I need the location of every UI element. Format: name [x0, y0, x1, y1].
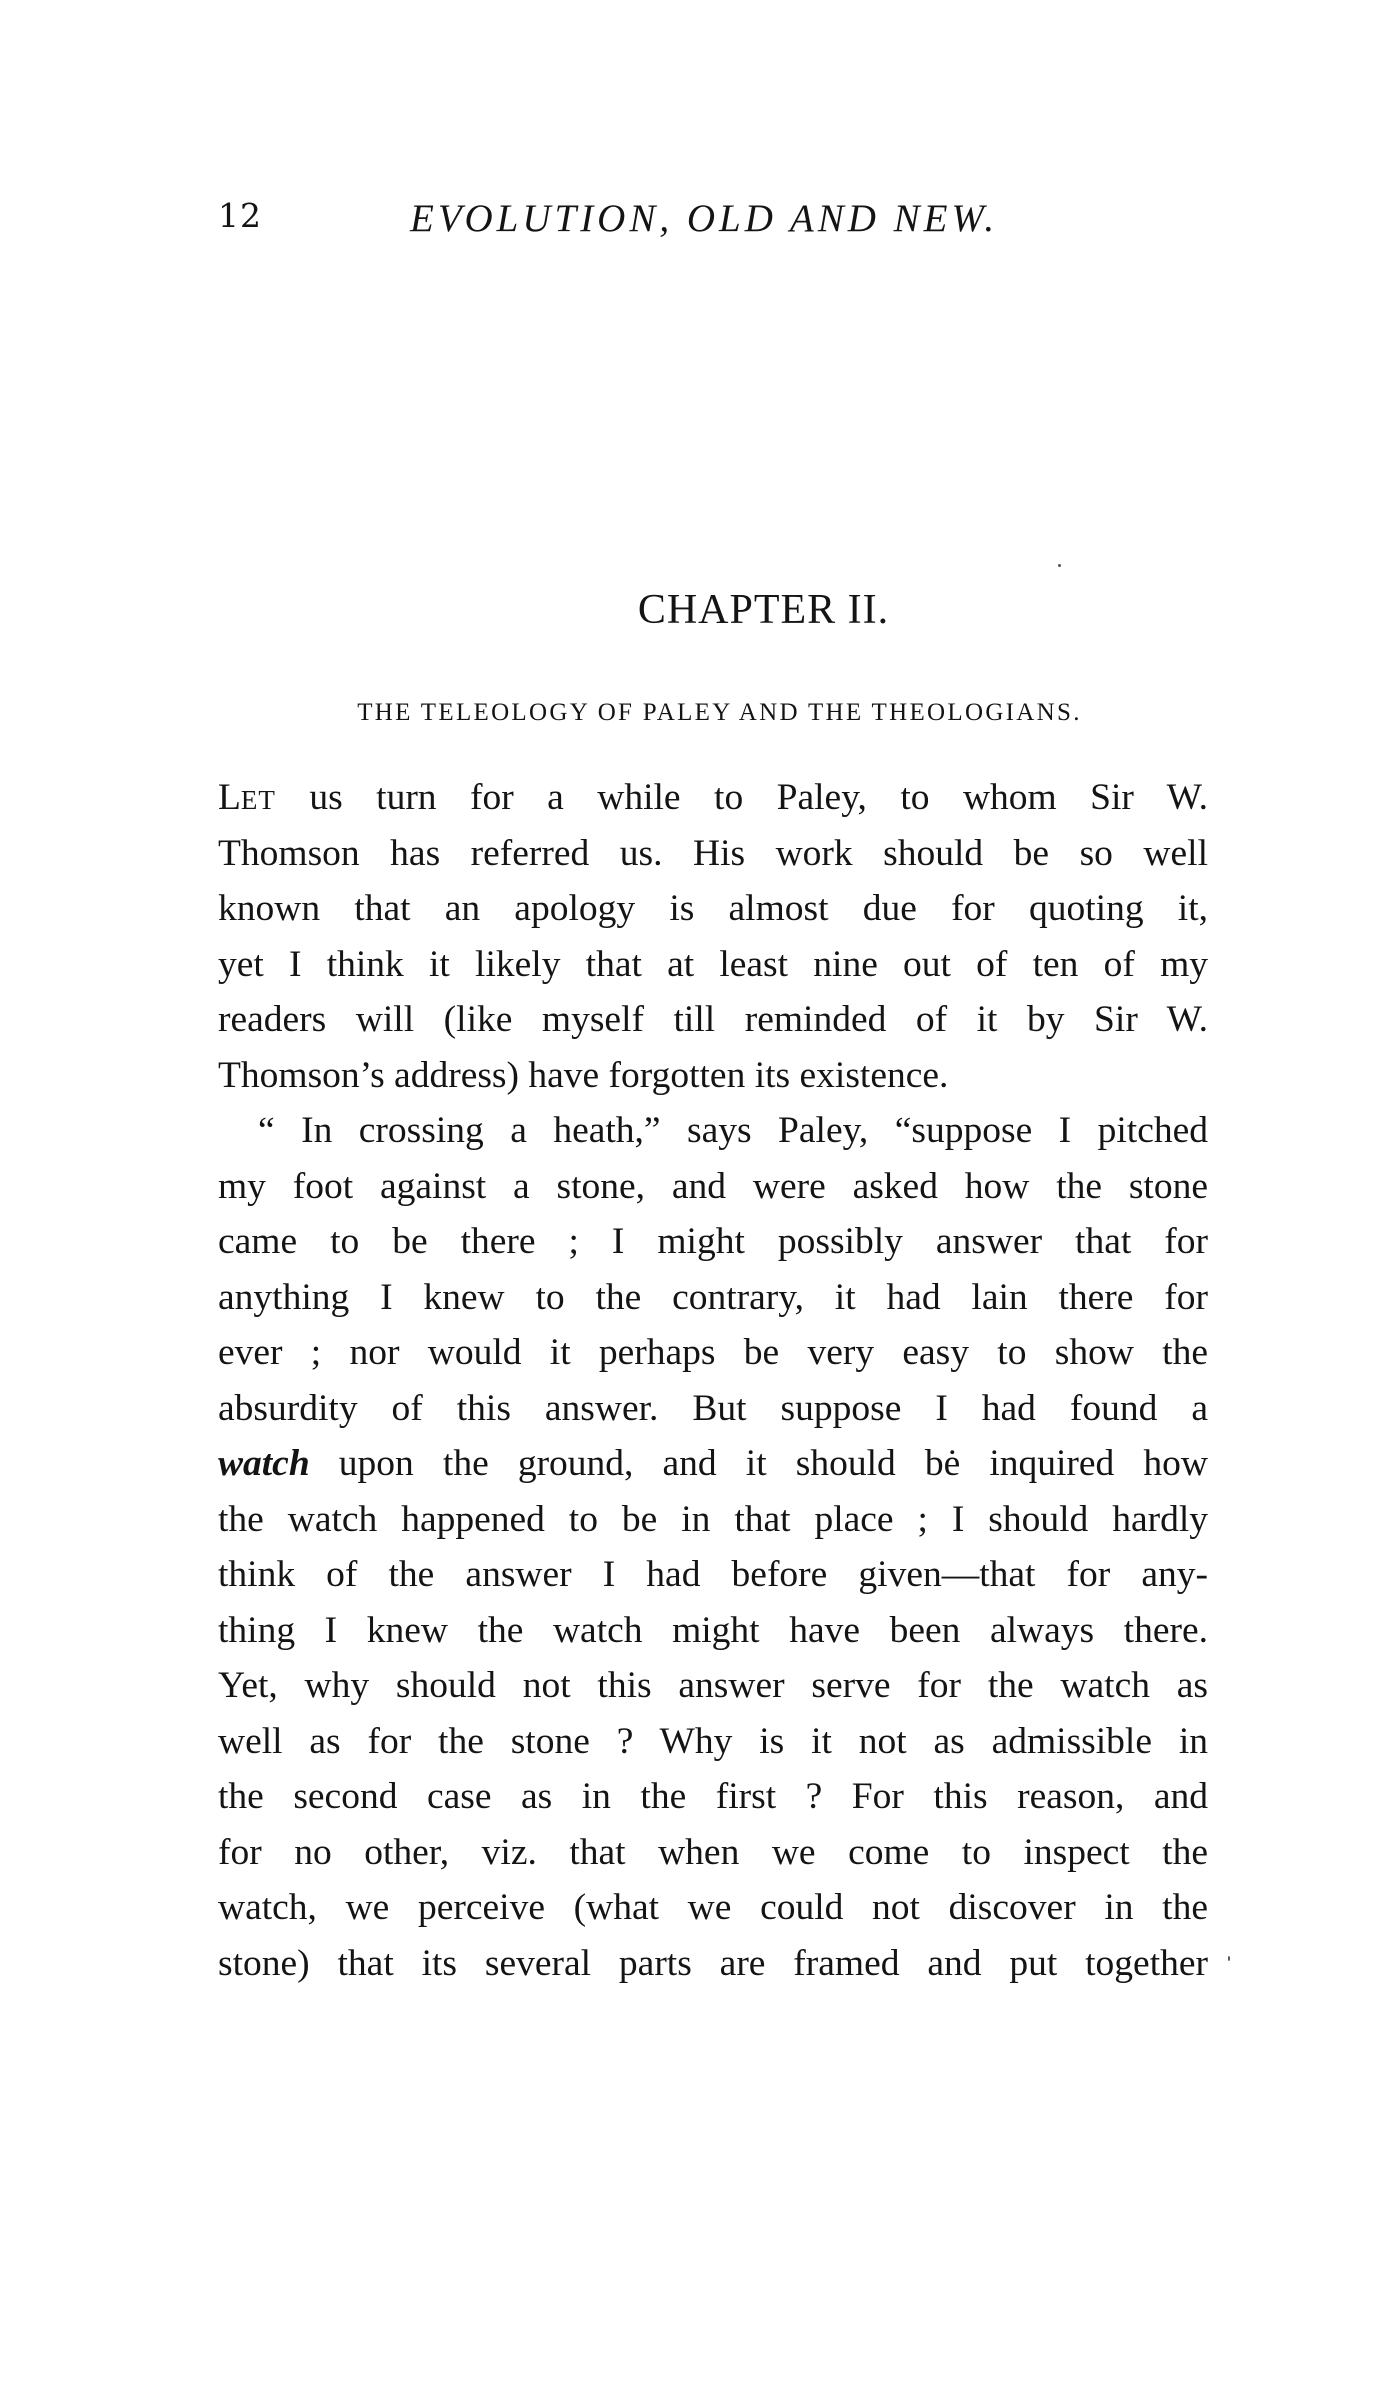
paragraph-2-line [218, 1436, 1208, 1492]
chapter-subtitle-text: THE TELEOLOGY OF PALEY AND THE THEOLOGIANS. [357, 699, 1082, 726]
paragraph-2-line: anything I knew to the contrary, it had lain there for [218, 1276, 1208, 1318]
paragraph-2-line: the watch happened to be in that place ; I should hardly [218, 1498, 1208, 1540]
print-speck [1228, 1956, 1230, 1961]
paragraph-2-line: Yet, why should not this answer serve for the watch as [218, 1665, 1208, 1706]
page-number: 12 [218, 196, 262, 235]
running-head [0, 196, 1387, 246]
paragraph-2-line: ever ; nor would it perhaps be very easy to show the [218, 1332, 1208, 1373]
paragraph-2-line-text: upon the ground, and it should bė inquired how [309, 1443, 1208, 1484]
paragraph-2-line: well as for the stone ? Why is it not as admissible in [218, 1720, 1208, 1762]
paragraph-1-line: readers will (like myself till reminded of it by Sir W. [218, 999, 1208, 1040]
paragraph-1-line-text: us turn for a while to Paley, to whom Sir W. [275, 777, 1208, 818]
paragraph-2-line: think of the answer I had before given—that for any- [218, 1554, 1208, 1595]
chapter-heading [0, 586, 1387, 634]
paragraph-2-line: my foot against a stone, and were asked how the stone [218, 1165, 1208, 1207]
paragraph-1-line [218, 770, 1208, 826]
paragraph-1-line: Thomson has referred us. His work should be so well [218, 832, 1208, 874]
paragraph-2-line: stone) that its several parts are framed and put together [218, 1942, 1208, 1984]
emphasized-word: watch [218, 1443, 310, 1484]
paragraph-2-line: came to be there ; I might possibly answer that for [218, 1221, 1208, 1262]
paragraph-2-line: for no other, viz. that when we come to inspect the [218, 1831, 1208, 1873]
chapter-subtitle [0, 699, 1387, 727]
paragraph-2-line: thing I knew the watch might have been always there. [218, 1609, 1208, 1651]
paragraph-1-line: known that an apology is almost due for quoting it, [218, 888, 1208, 929]
paragraph-1-line: yet I think it likely that at least nine out of ten of my [218, 943, 1208, 985]
print-speck [1058, 564, 1061, 567]
paragraph-2-line: watch, we perceive (what we could not discover in the [218, 1887, 1208, 1928]
paragraph-2-line: absurdity of this answer. But suppose I had found a [218, 1387, 1208, 1429]
body-text [218, 770, 1208, 1991]
paragraph-2-line: the second case as in the first ? For this reason, and [218, 1776, 1208, 1817]
paragraph-1-line: Thomson’s address) have forgotten its existence. [218, 1054, 949, 1096]
dropcap-rest: ET [240, 785, 276, 815]
running-title: EVOLUTION, OLD AND NEW. [410, 197, 999, 240]
chapter-heading-text: CHAPTER II. [637, 587, 890, 633]
paragraph-2-line: “ In crossing a heath,” says Paley, “suppose I pitched [258, 1110, 1208, 1151]
dropcap-letter: L [218, 777, 241, 818]
